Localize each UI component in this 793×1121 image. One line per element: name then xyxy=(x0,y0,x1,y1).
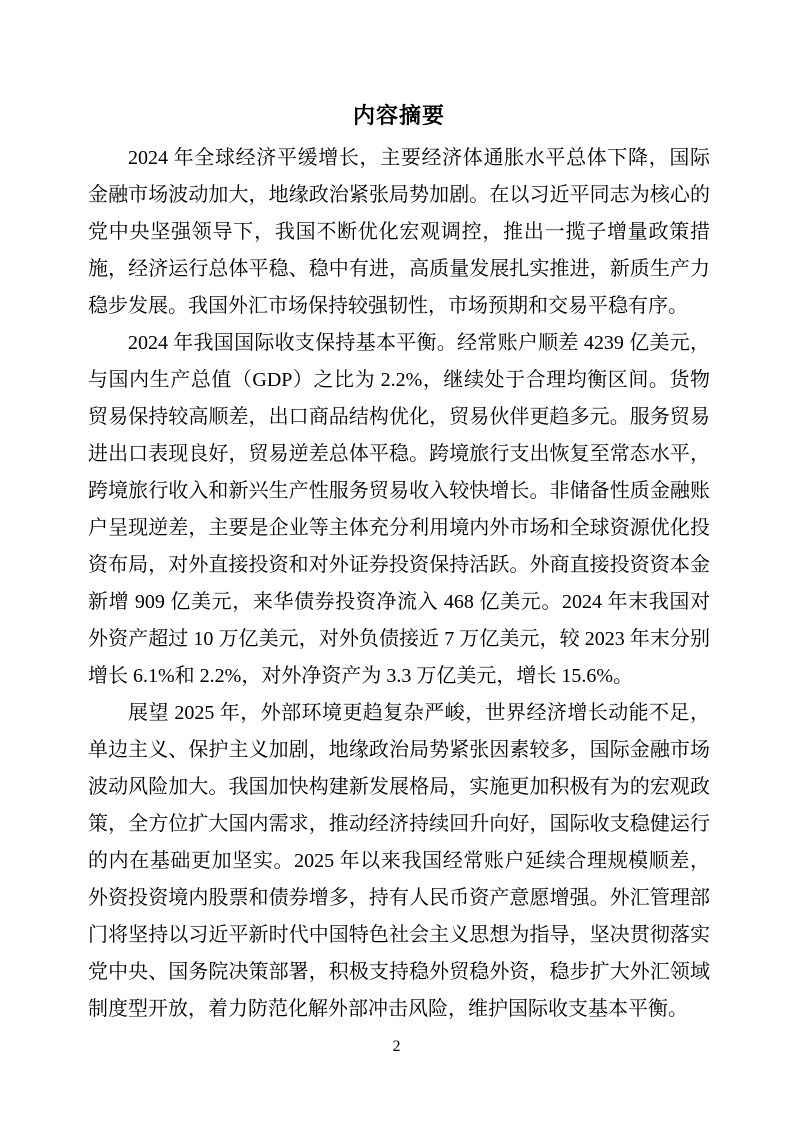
page-number: 2 xyxy=(392,1038,401,1055)
document-body xyxy=(88,140,710,1028)
paragraph-2: 2024 年我国国际收支保持基本平衡。经常账户顺差 4239 亿美元，与国内生产总值（GDP）之比为 2.2%，继续处于合理均衡区间。货物贸易保持较高顺差，出口商品结构优化，贸易伙伴更趋多元。服务贸易进出口表现良好，贸易逆差总体平稳。跨境旅行支出恢复至常态水平，跨境旅行收入和新兴生产性服务贸易收入较快增长。非储备性质金融账户呈现逆差，主要是企业等主体充分利用境内外市场和全球资源优化投资布局，对外直接投资和对外证券投资保持活跃。外商直接投资资本金新增 909 亿美元，来华债券投资净流入 468 亿美元。2024 年末我国对外资产超过 10 万亿美元，对外负债接近 7 万亿美元，较 2023 年末分别增长 6.1%和 2.2%，对外净资产为 3.3 万亿美元，增长 15.6%。 xyxy=(88,332,710,687)
page-title: 内容摘要 xyxy=(352,104,445,129)
paragraph-3: 展望 2025 年，外部环境更趋复杂严峻，世界经济增长动能不足，单边主义、保护主义加剧，地缘政治局势紧张因素较多，国际金融市场波动风险加大。我国加快构建新发展格局，实施更加积极有为的宏观政策，全方位扩大国内需求，推动经济持续回升向好，国际收支稳健运行的内在基础更加坚实。2025 年以来我国经常账户延续合理规模顺差，外资投资境内股票和债券增多，持有人民币资产意愿增强。外汇管理部门将坚持以习近平新时代中国特色社会主义思想为指导，坚决贯彻落实党中央、国务院决策部署，积极支持稳外贸稳外资，稳步扩大外汇领域制度型开放，着力防范化解外部冲击风险，维护国际收支基本平衡。 xyxy=(88,702,710,1020)
paragraph-1: 2024 年全球经济平缓增长，主要经济体通胀水平总体下降，国际金融市场波动加大，地缘政治紧张局势加剧。在以习近平同志为核心的党中央坚强领导下，我国不断优化宏观调控，推出一揽子增量政策措施，经济运行总体平稳、稳中有进，高质量发展扎实推进，新质生产力稳步发展。我国外汇市场保持较强韧性，市场预期和交易平稳有序。 xyxy=(88,147,710,317)
